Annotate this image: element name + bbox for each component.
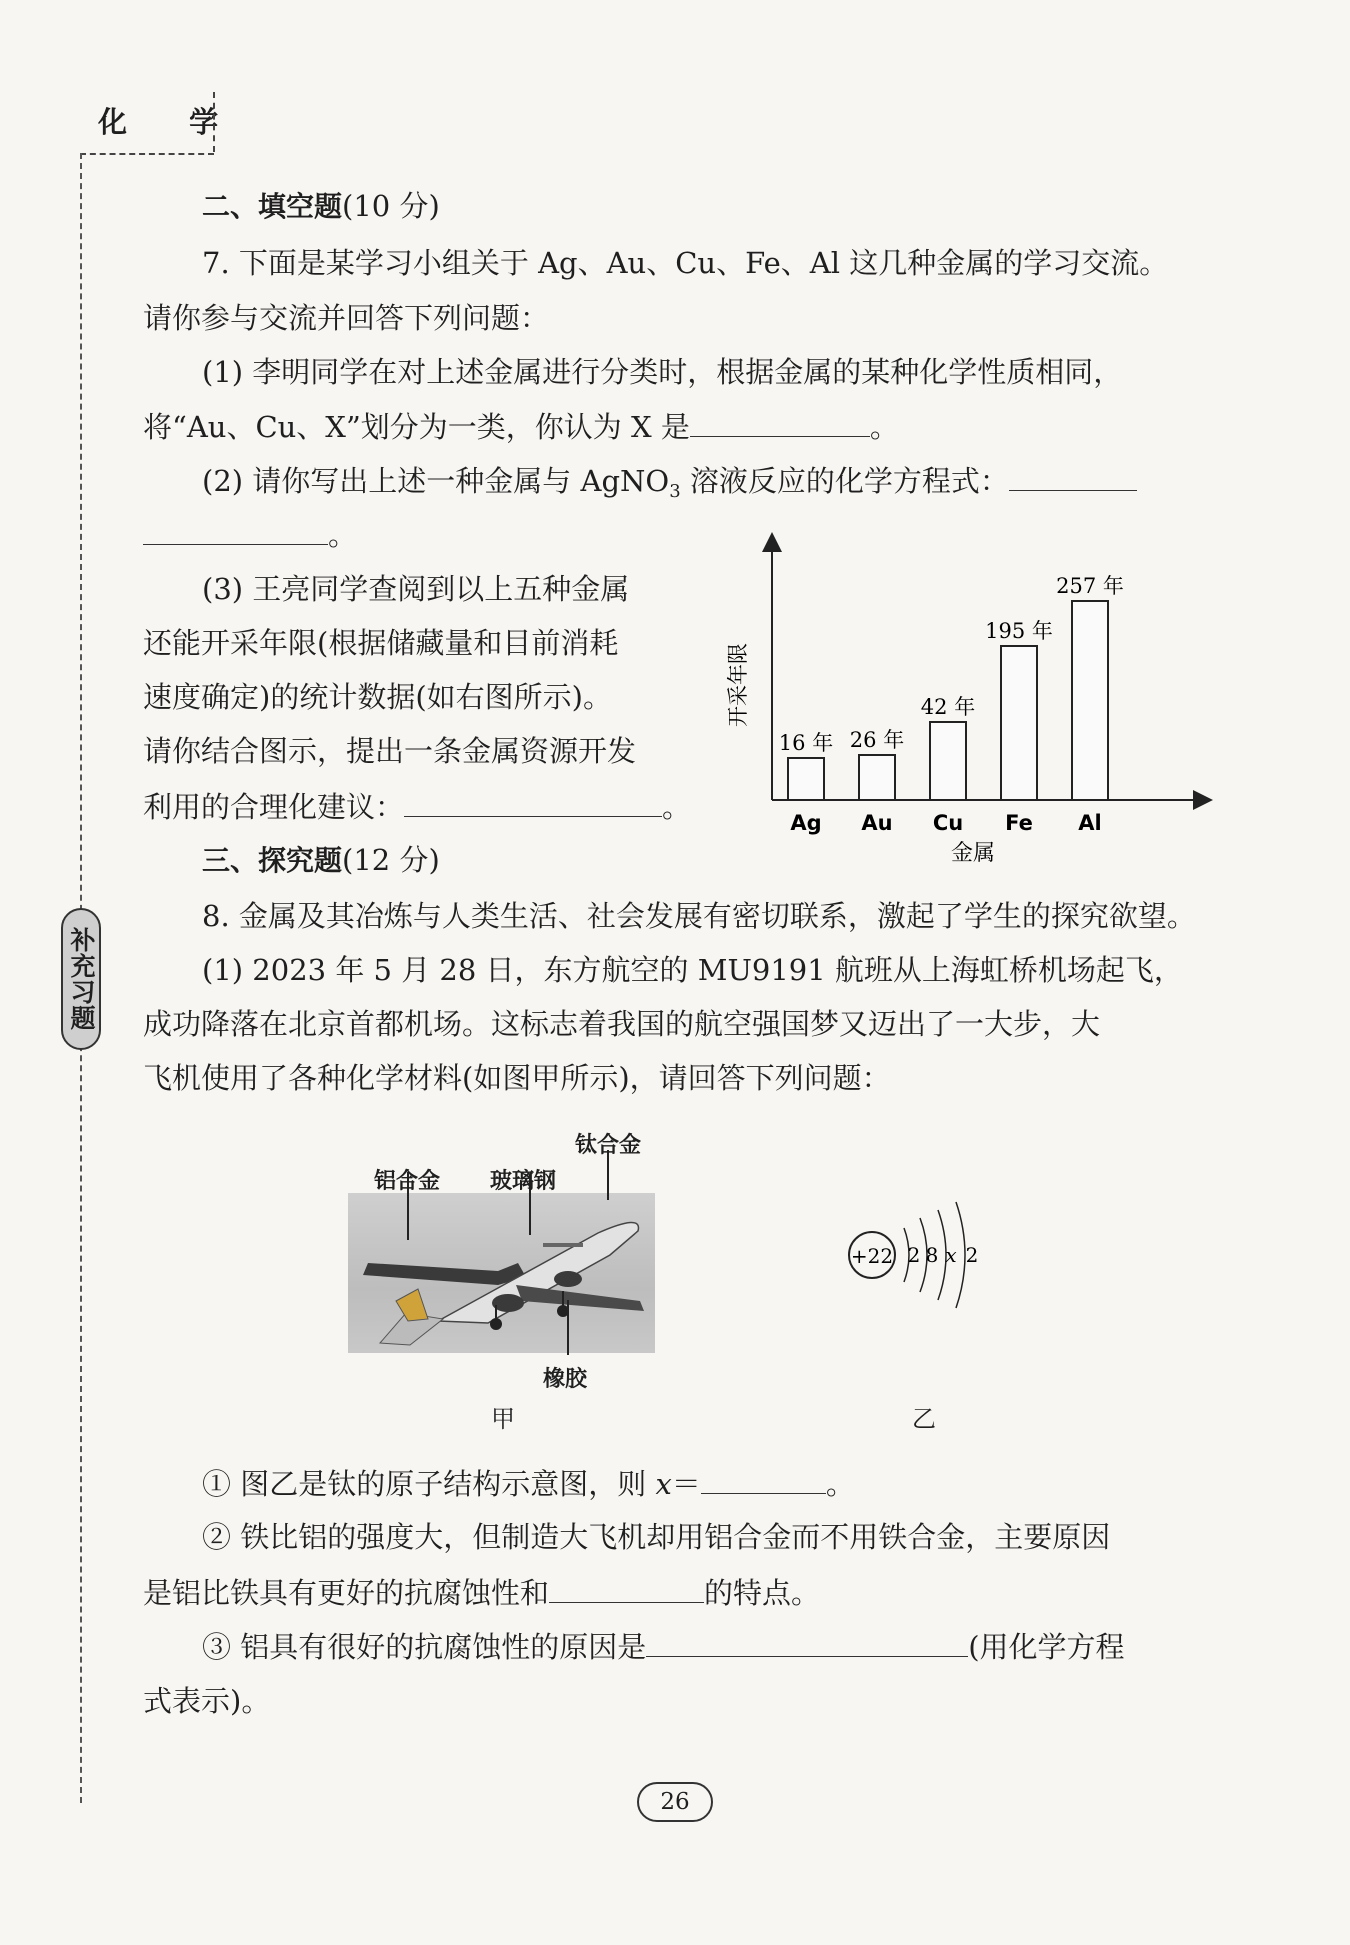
shell-3-electrons: x (945, 1243, 957, 1267)
subject-header: 化 学 (98, 105, 245, 139)
q7-p3-text: 利用的合理化建议： (143, 790, 405, 824)
answer-blank-suggestion[interactable] (404, 786, 662, 817)
bars-group (779, 574, 1124, 835)
q8-s2-line1: ② 铁比铝的强度大，但制造大飞机却用铝合金而不用铁合金，主要原因 (202, 1520, 1111, 1554)
nucleus-charge: +22 (850, 1244, 894, 1268)
side-tab (61, 908, 101, 1050)
bar-al (1072, 601, 1108, 800)
shell-2-electrons: 8 (925, 1243, 939, 1267)
bar-fe (1001, 646, 1037, 800)
q7-p1-text: 将“Au、Cu、X”划分为一类，你认为 X 是 (143, 410, 690, 444)
label-fiberglass: 玻璃钢 (490, 1169, 557, 1194)
q8-intro: 8. 金属及其冶炼与人类生活、社会发展有密切联系，激起了学生的探究欲望。 (202, 899, 1196, 933)
section-2-heading (202, 186, 440, 227)
shell-4-electrons: 2 (965, 1243, 979, 1267)
q7-p1-period: 。 (869, 410, 899, 444)
answer-blank-equation-2[interactable] (143, 514, 328, 545)
tick-label-ag: Ag (790, 811, 822, 835)
figure-b-caption: 乙 (912, 1405, 936, 1433)
section-3-heading (202, 840, 440, 881)
q8-s3-line2: 式表示)。 (143, 1684, 271, 1718)
label-aluminum-alloy: 铝合金 (374, 1169, 441, 1194)
answer-blank-x-value[interactable] (701, 1463, 826, 1494)
q8-s1 (202, 1463, 855, 1504)
figure-a-caption: 甲 (491, 1405, 515, 1433)
q8-p1-line2: 成功降落在北京首都机场。这标志着我国的航空强国梦又迈出了一大步，大 (143, 1007, 1101, 1041)
q8-s3-text-a: ③ 铝具有很好的抗腐蚀性的原因是 (202, 1630, 647, 1664)
tick-label-cu: Cu (932, 811, 964, 835)
titanium-atom-diagram (842, 1190, 1012, 1320)
bar-ag (788, 758, 824, 800)
answer-blank-al-equation[interactable] (646, 1626, 968, 1657)
q7-p3-line4: 请你结合图示，提出一条金属资源开发 (143, 734, 637, 768)
answer-blank-equation-1[interactable] (1009, 460, 1137, 491)
shell-1-electrons: 2 (907, 1243, 921, 1267)
q8-s1-period: 。 (825, 1467, 855, 1501)
data-label-fe: 195 年 (985, 619, 1053, 643)
bar-cu (930, 722, 966, 800)
q7-p2-subscript: 3 (669, 481, 681, 502)
q7-p1-line1: (1) 李明同学在对上述金属进行分类时，根据金属的某种化学性质相同， (202, 355, 1123, 389)
q8-s3-text-b: (用化学方程 (968, 1630, 1125, 1664)
q8-s3-line1 (202, 1626, 1125, 1667)
mining-years-chart (715, 530, 1215, 875)
q7-p3-line5 (143, 786, 691, 827)
q8-s2-text-b: 的特点。 (704, 1576, 821, 1610)
section-3-score: (12 分) (342, 843, 440, 877)
tick-label-fe: Fe (1005, 811, 1033, 835)
side-tab-label: 补充习题 (67, 927, 96, 1031)
section-2-score: (10 分) (342, 189, 440, 223)
q8-p1-line3: 飞机使用了各种化学材料(如图甲所示)，请回答下列问题： (143, 1061, 891, 1095)
page-number: 26 (637, 1782, 713, 1822)
q7-p3-period: 。 (662, 790, 692, 824)
q7-p2-text-b: 溶液反应的化学方程式： (680, 464, 1009, 498)
q8-s1-eq: ＝ (671, 1467, 701, 1501)
y-axis-label: 开采年限 (726, 643, 750, 727)
q7-p2-period: 。 (328, 518, 358, 552)
x-axis-label: 金属 (950, 841, 996, 866)
header-divider (213, 92, 215, 152)
q8-s1-var: x (655, 1467, 672, 1501)
section-3-title: 三、探究题 (202, 844, 343, 877)
answer-blank-property[interactable] (549, 1572, 704, 1603)
q7-p2-text-a: (2) 请你写出上述一种金属与 AgNO (202, 464, 670, 498)
q7-p1-line2 (143, 406, 899, 447)
answer-blank-x[interactable] (690, 406, 870, 437)
q8-s2-line2 (143, 1572, 820, 1613)
q7-intro-line1: 7. 下面是某学习小组关于 Ag、Au、Cu、Fe、Al 这几种金属的学习交流。 (202, 246, 1169, 280)
label-rubber: 橡胶 (543, 1367, 588, 1392)
data-label-al: 257 年 (1056, 574, 1124, 598)
q7-p3-line1: (3) 王亮同学查阅到以上五种金属 (202, 572, 630, 606)
q7-intro-line2: 请你参与交流并回答下列问题： (143, 301, 550, 335)
q8-s1-text: ① 图乙是钛的原子结构示意图，则 (202, 1467, 656, 1501)
data-label-au: 26 年 (849, 728, 905, 752)
q8-s2-text-a: 是铝比铁具有更好的抗腐蚀性和 (143, 1576, 550, 1610)
q8-p1-line1: (1) 2023 年 5 月 28 日，东方航空的 MU9191 航班从上海虹桥机场起飞， (202, 953, 1183, 987)
data-label-cu: 42 年 (920, 695, 976, 719)
q7-p2-line1 (202, 460, 1137, 512)
label-titanium-alloy: 钛合金 (575, 1133, 642, 1158)
q7-p3-line3: 速度确定)的统计数据(如右图所示)。 (143, 680, 612, 714)
tick-label-au: Au (861, 811, 893, 835)
q7-p2-line2 (143, 514, 357, 555)
section-2-title: 二、填空题 (202, 190, 343, 223)
header-underline (80, 153, 214, 155)
data-label-ag: 16 年 (778, 731, 834, 755)
bar-au (859, 755, 895, 800)
q7-p3-line2: 还能开采年限(根据储藏量和目前消耗 (143, 626, 619, 660)
tick-label-al: Al (1078, 811, 1102, 835)
